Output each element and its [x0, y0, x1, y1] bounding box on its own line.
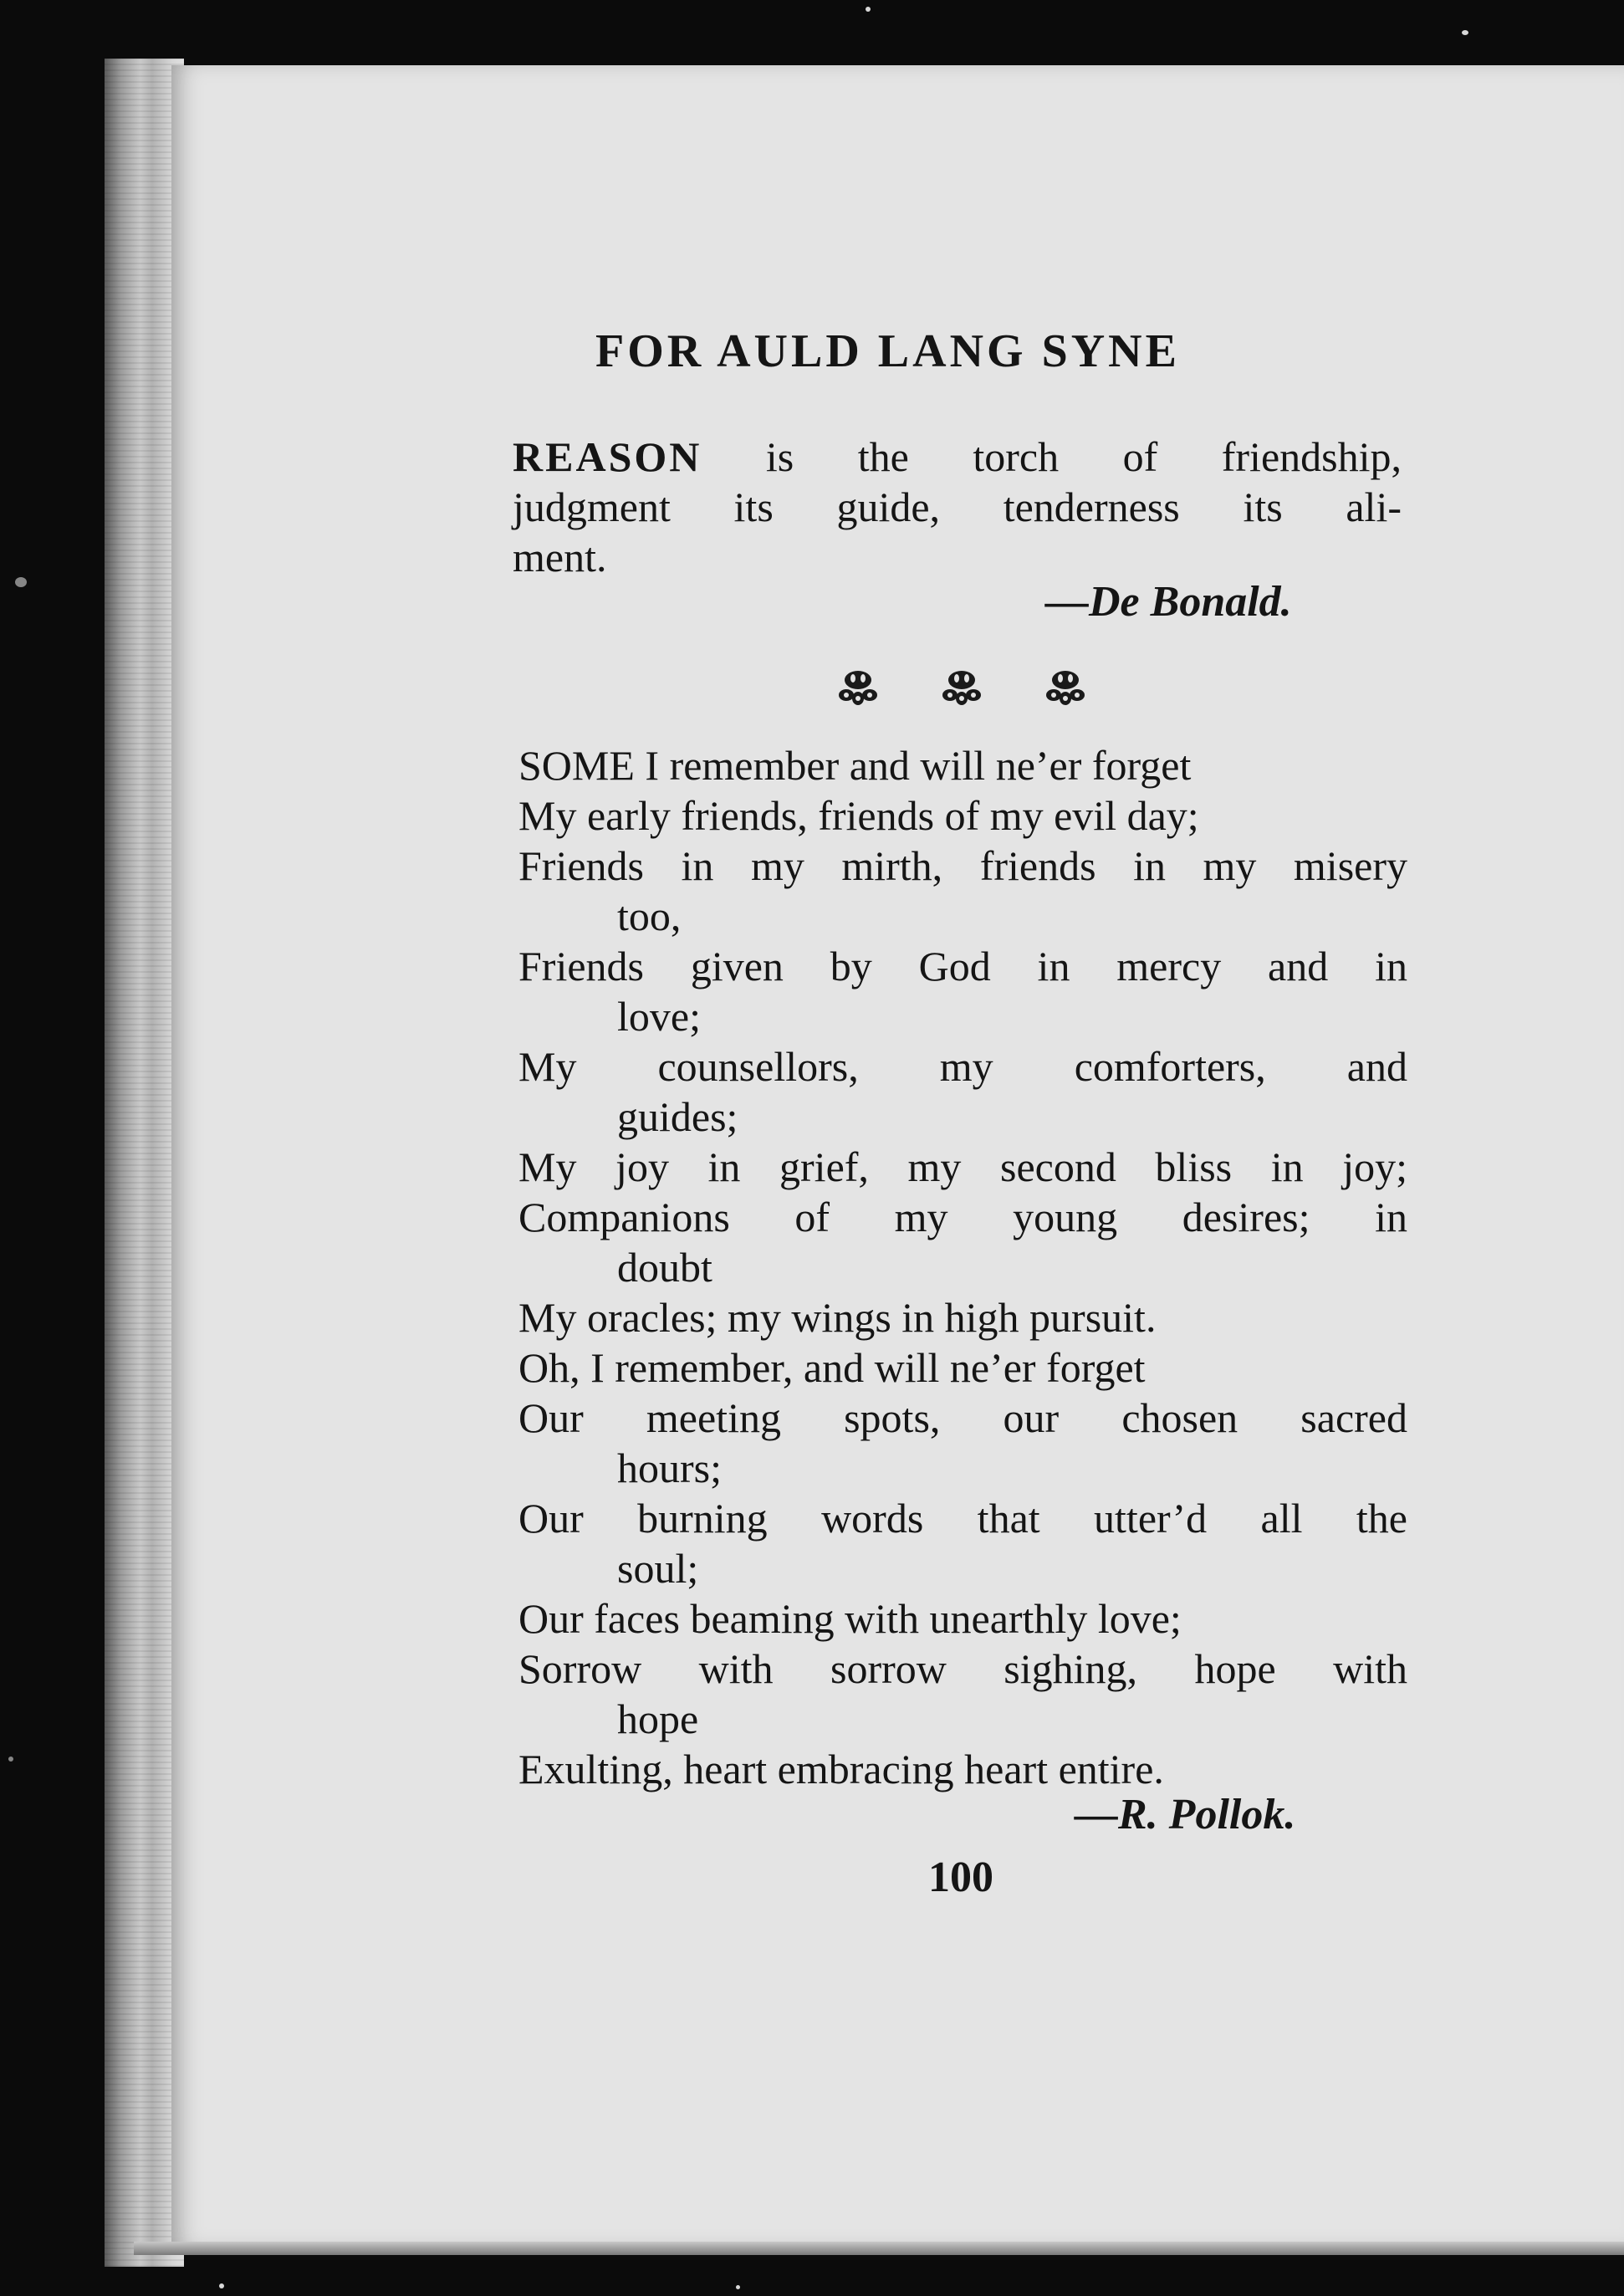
poem-line: guides; — [617, 1093, 738, 1140]
poem-line: Our faces beaming with unearthly love; — [518, 1595, 1182, 1642]
poem — [518, 740, 1407, 1794]
poem-line: Our meeting spots, our chosen sacred — [518, 1394, 1407, 1441]
page-number: 100 — [928, 1854, 993, 1901]
poem-line: Oh, I remember, and will ne’er forget — [518, 1344, 1146, 1391]
poem-line: Our burning words that utter’d all the — [518, 1495, 1407, 1542]
poem-line: My counsellors, my comforters, and — [518, 1043, 1407, 1090]
poem-line: SOME I remember and will ne’er forget — [518, 742, 1192, 789]
poem-line: Sorrow with sorrow sighing, hope with — [518, 1645, 1407, 1692]
prose-attribution: —De Bonald. — [1045, 578, 1292, 626]
poem-line: My joy in grief, my second bliss in joy; — [518, 1143, 1407, 1190]
prose-line-3: ment. — [513, 534, 607, 580]
poem-line: hope — [617, 1695, 699, 1742]
prose-quote — [513, 432, 1402, 582]
scan-speck — [8, 1757, 13, 1762]
prose-line-1 — [513, 432, 1402, 482]
scan-speck — [866, 7, 871, 12]
scan-speck — [1462, 30, 1468, 35]
poem-line: hours; — [617, 1445, 722, 1491]
poem-line: love; — [617, 993, 701, 1040]
floral-ornament-icon — [1044, 665, 1087, 708]
scan-speck — [219, 2283, 224, 2288]
poem-line: My early friends, friends of my evil day; — [518, 792, 1199, 839]
poem-line: My oracles; my wings in high pursuit. — [518, 1294, 1157, 1341]
poem-line: Friends in my mirth, friends in my misery — [518, 842, 1407, 889]
poem-line: doubt — [617, 1244, 712, 1291]
prose-line-1-rest: is the torch of friendship, — [765, 433, 1402, 480]
poem-attribution: —R. Pollok. — [1075, 1791, 1296, 1838]
poem-line: soul; — [617, 1545, 699, 1592]
prose-lead-word: REASON — [513, 433, 702, 480]
floral-ornament-icon — [940, 665, 983, 708]
page-bottom-edge — [134, 2242, 1624, 2255]
ornament-divider — [836, 665, 1087, 715]
scan-speck — [736, 2285, 740, 2289]
poem-line: Exulting, heart embracing heart entire. — [518, 1746, 1164, 1792]
page-title: FOR AULD LANG SYNE — [595, 325, 1180, 377]
poem-line: too, — [617, 892, 682, 939]
scan-speck — [15, 577, 27, 587]
floral-ornament-icon — [836, 665, 880, 708]
poem-line: Friends given by God in mercy and in — [518, 943, 1407, 989]
poem-line: Companions of my young desires; in — [518, 1194, 1407, 1240]
prose-line-2: judgment its guide, tenderness its ali- — [513, 483, 1402, 530]
